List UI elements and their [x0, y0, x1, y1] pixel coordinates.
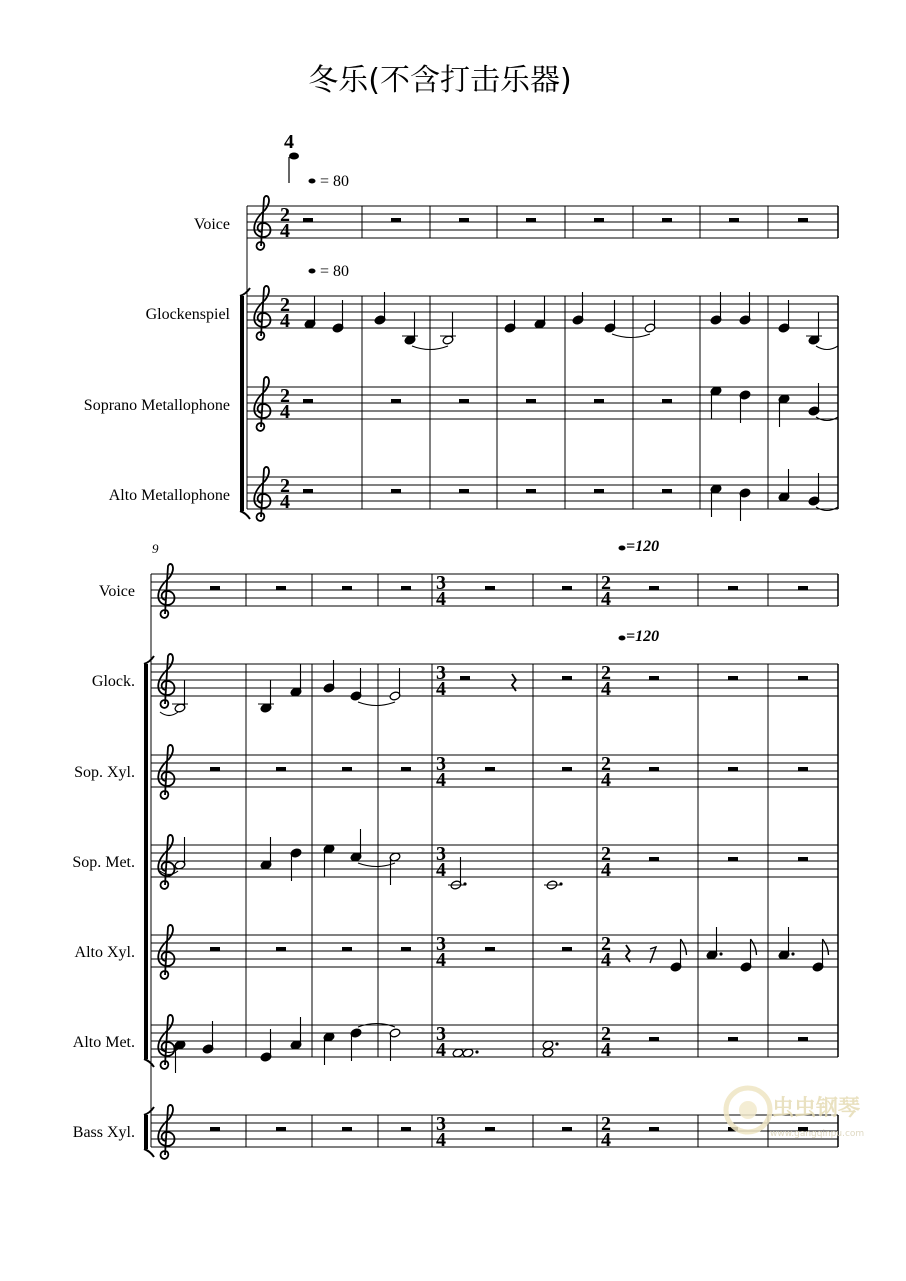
time-signature-bottom: 4 [601, 678, 611, 700]
whole-rest-icon [210, 947, 220, 951]
instrument-label: Glockenspiel [145, 306, 230, 323]
whole-rest-icon [662, 399, 672, 403]
time-signature-bottom: 4 [436, 588, 446, 610]
rehearsal-mark: 4 [284, 131, 294, 153]
whole-rest-icon [728, 767, 738, 771]
tempo-marking-glock-2 [619, 628, 660, 645]
note [389, 852, 401, 885]
tie [612, 334, 650, 338]
note [778, 469, 790, 502]
time-signature-top: 2 [280, 204, 290, 226]
note [174, 837, 186, 870]
whole-rest-icon [798, 676, 808, 680]
time-signature-top: 3 [436, 1023, 446, 1045]
time-signature-top: 2 [601, 1023, 611, 1045]
time-signature-top: 3 [436, 662, 446, 684]
bracket-hook [144, 1107, 154, 1115]
tempo-text: = 80 [320, 263, 350, 280]
time-signature-top: 2 [601, 662, 611, 684]
whole-rest-icon [798, 586, 808, 590]
note [402, 312, 418, 345]
time-signature-top: 2 [280, 294, 290, 316]
note [644, 300, 656, 333]
bracket-hook [240, 288, 250, 296]
whole-rest-icon [276, 1127, 286, 1131]
whole-rest-icon [562, 947, 572, 951]
whole-rest-icon [342, 586, 352, 590]
whole-rest-icon [459, 489, 469, 493]
whole-rest-icon [526, 399, 536, 403]
whole-rest-icon [649, 676, 659, 680]
system-2 [144, 564, 838, 1159]
tempo-text: =120 [626, 628, 660, 645]
note [448, 857, 467, 890]
whole-rest-icon [342, 1127, 352, 1131]
note [572, 292, 584, 325]
instrument-label: Glock. [91, 673, 135, 690]
bracket-bar [144, 1115, 148, 1149]
whole-rest-icon [401, 586, 411, 590]
note [290, 1017, 302, 1050]
treble-clef-icon [254, 196, 270, 250]
time-signature-bottom: 4 [436, 859, 446, 881]
time-signature-top: 2 [601, 933, 611, 955]
whole-rest-icon [562, 767, 572, 771]
note [504, 300, 516, 333]
dot [463, 882, 466, 885]
time-signature-bottom: 4 [280, 310, 290, 332]
whole-rest-icon [342, 767, 352, 771]
time-signature-bottom: 4 [436, 1039, 446, 1061]
whole-rest-icon [485, 586, 495, 590]
time-signature-bottom: 4 [601, 769, 611, 791]
time-signature-top: 2 [601, 843, 611, 865]
time-signature-bottom: 4 [436, 678, 446, 700]
time-signature-bottom: 4 [601, 1039, 611, 1061]
whole-rest-icon [391, 399, 401, 403]
instrument-label: Alto Xyl. [74, 944, 135, 961]
note [544, 880, 563, 890]
whole-rest-icon [401, 1127, 411, 1131]
bracket-bar [144, 664, 148, 1059]
bracket-hook [144, 656, 154, 664]
note [778, 394, 790, 427]
whole-rest-icon [649, 1127, 659, 1131]
watermark-url: www.gangqinpu.com [770, 1129, 865, 1139]
treble-clef-icon [158, 1015, 174, 1069]
whole-rest-icon [401, 947, 411, 951]
time-signature-top: 3 [436, 753, 446, 775]
whole-rest-icon [342, 947, 352, 951]
treble-clef-icon [254, 286, 270, 340]
watermark-brand: 虫虫钢琴 [772, 1095, 861, 1121]
whole-rest-icon [662, 489, 672, 493]
whole-rest-icon [594, 399, 604, 403]
whole-rest-icon [798, 1037, 808, 1041]
whole-rest-icon [391, 489, 401, 493]
time-signature-bottom: 4 [280, 491, 290, 513]
whole-rest-icon [485, 767, 495, 771]
time-signature-bottom: 4 [601, 859, 611, 881]
whole-rest-icon [210, 1127, 220, 1131]
tempo-marking-voice-2 [619, 538, 660, 555]
eighth-rest-icon [650, 947, 656, 963]
note [374, 292, 386, 325]
dot [719, 952, 722, 955]
note [389, 1028, 401, 1061]
treble-clef-icon [158, 835, 174, 889]
note [290, 664, 302, 697]
note [323, 1032, 335, 1065]
whole-rest-icon [594, 218, 604, 222]
flag [751, 939, 757, 955]
note [323, 660, 335, 693]
time-signature-bottom: 4 [436, 769, 446, 791]
time-signature-top: 2 [601, 753, 611, 775]
time-signature-bottom: 4 [280, 401, 290, 423]
instrument-label: Soprano Metallophone [83, 397, 230, 414]
whole-rest-icon [401, 767, 411, 771]
note [260, 837, 272, 870]
whole-rest-icon [303, 218, 313, 222]
whole-rest-icon [728, 586, 738, 590]
note [389, 668, 401, 701]
note [260, 1029, 272, 1062]
note [332, 300, 344, 333]
whole-rest-icon [276, 767, 286, 771]
instrument-label: Alto Metallophone [108, 487, 230, 504]
treble-clef-icon [254, 377, 270, 431]
treble-clef-icon [158, 745, 174, 799]
note [440, 312, 456, 345]
pickup-note [289, 153, 299, 184]
instrument-label: Sop. Met. [72, 854, 135, 871]
dot [475, 1050, 478, 1053]
flag [681, 939, 687, 955]
time-signature-top: 3 [436, 843, 446, 865]
bracket-hook [240, 511, 250, 519]
treble-clef-icon [158, 654, 174, 708]
whole-rest-icon [485, 947, 495, 951]
note [706, 927, 723, 960]
time-signature-bottom: 4 [601, 588, 611, 610]
whole-rest-icon [459, 399, 469, 403]
whole-rest-icon [459, 218, 469, 222]
time-signature-bottom: 4 [601, 949, 611, 971]
whole-rest-icon [798, 218, 808, 222]
note [350, 829, 362, 862]
note [710, 386, 722, 419]
whole-rest-icon [562, 586, 572, 590]
time-signature-top: 3 [436, 933, 446, 955]
dot [555, 1042, 558, 1045]
whole-rest-icon [728, 1037, 738, 1041]
bracket-hook [144, 1059, 154, 1067]
note [739, 390, 751, 423]
time-signature-top: 2 [280, 385, 290, 407]
whole-rest-icon [562, 1127, 572, 1131]
tie [358, 863, 395, 867]
half-rest-icon [460, 676, 470, 680]
note [202, 1021, 214, 1054]
whole-rest-icon [391, 218, 401, 222]
treble-clef-icon [158, 925, 174, 979]
whole-rest-icon [210, 767, 220, 771]
system-1 [240, 196, 838, 521]
treble-clef-icon [254, 467, 270, 521]
whole-rest-icon [728, 676, 738, 680]
time-signature-top: 2 [280, 475, 290, 497]
flag [823, 939, 829, 955]
time-signature-top: 2 [601, 572, 611, 594]
note [710, 484, 722, 517]
time-signature-bottom: 4 [601, 1129, 611, 1151]
bracket-hook [144, 1149, 154, 1157]
instrument-label: Bass Xyl. [72, 1124, 135, 1141]
time-signature-bottom: 4 [280, 220, 290, 242]
time-signature-top: 3 [436, 1113, 446, 1135]
instrument-label: Voice [98, 583, 135, 600]
tempo-text: =120 [626, 538, 660, 555]
whole-rest-icon [562, 676, 572, 680]
tempo-text: = 80 [320, 173, 350, 190]
whole-rest-icon [728, 857, 738, 861]
tie [358, 702, 395, 706]
note [739, 488, 751, 521]
note [304, 296, 316, 329]
score-title: 冬乐(不含打击乐器) [308, 63, 572, 98]
whole-rest-icon [649, 767, 659, 771]
watermark [726, 1088, 864, 1139]
note [323, 844, 335, 877]
whole-rest-icon [798, 767, 808, 771]
tie [816, 346, 838, 350]
whole-rest-icon [526, 489, 536, 493]
time-signature-top: 3 [436, 572, 446, 594]
whole-rest-icon [276, 586, 286, 590]
bracket-bar [240, 296, 244, 511]
whole-rest-icon [303, 489, 313, 493]
note [174, 1040, 186, 1073]
note [350, 1028, 362, 1061]
note [710, 292, 722, 325]
note [290, 848, 302, 881]
dot [559, 882, 562, 885]
tempo-marking-instruments [309, 263, 350, 280]
note [350, 668, 362, 701]
tempo-marking-voice [309, 173, 350, 190]
whole-rest-icon [729, 218, 739, 222]
instrument-label: Alto Met. [72, 1034, 135, 1051]
whole-rest-icon [210, 586, 220, 590]
whole-rest-icon [594, 489, 604, 493]
note [604, 300, 616, 333]
whole-rest-icon [649, 1037, 659, 1041]
whole-rest-icon [526, 218, 536, 222]
whole-rest-icon [276, 947, 286, 951]
note [258, 680, 274, 713]
time-signature-bottom: 4 [436, 1129, 446, 1151]
note [808, 383, 820, 416]
watermark-logo [726, 1088, 770, 1132]
dot [791, 952, 794, 955]
whole-rest-icon [303, 399, 313, 403]
note [778, 927, 795, 960]
instrument-label: Voice [193, 216, 230, 233]
whole-rest-icon [485, 1127, 495, 1131]
whole-rest-icon [662, 218, 672, 222]
note [806, 312, 822, 345]
note [778, 300, 790, 333]
time-signature-top: 2 [601, 1113, 611, 1135]
whole-rest-icon [798, 857, 808, 861]
note [739, 292, 751, 325]
staff [247, 206, 838, 238]
instrument-label: Sop. Xyl. [74, 764, 135, 781]
tie [160, 712, 178, 716]
whole-rest-icon [649, 586, 659, 590]
time-signature-bottom: 4 [436, 949, 446, 971]
measure-number: 9 [152, 541, 159, 556]
note [534, 296, 546, 329]
whole-rest-icon [649, 857, 659, 861]
treble-clef-icon [158, 564, 174, 618]
treble-clef-icon [158, 1105, 174, 1159]
note [808, 473, 820, 506]
